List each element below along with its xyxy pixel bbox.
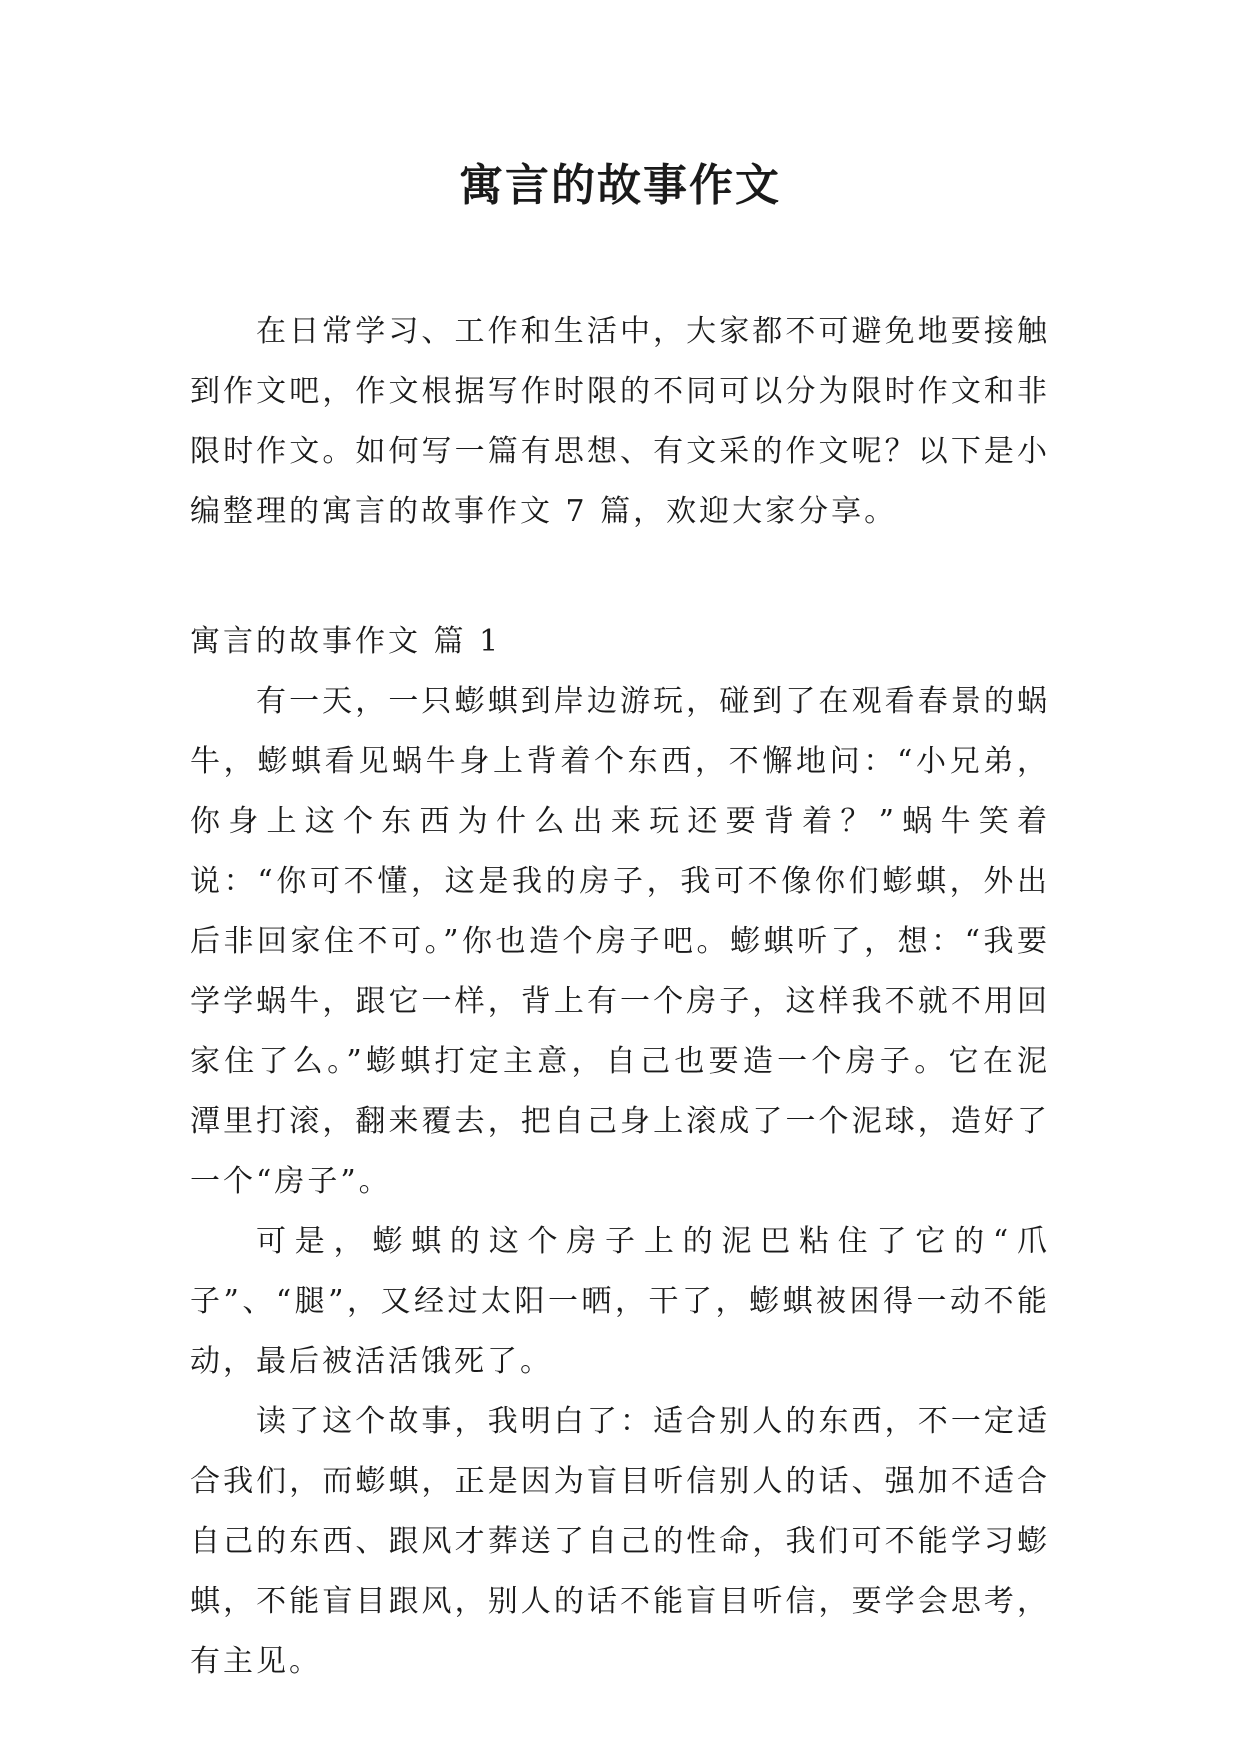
document-title: 寓言的故事作文 [459, 160, 781, 211]
story-paragraph-1: 有一天，一只蟛蜞到岸边游玩，碰到了在观看春景的蜗牛，蟛蜞看见蜗牛身上背着个东西，不懈地问：“小兄弟，你身上这个东西为什么出来玩还要背着？”蜗牛笑着说：“你可不懂，这是我的房子，我可不像你们蟛蜞，外出后非回家住不可。”你也造个房子吧。蟛蜞听了，想：“我要学学蜗牛，跟它一样，背上有一个房子，这样我不就不用回家住了么。”蟛蜞打定主意，自己也要造一个房子。它在泥潭里打滚，翻来覆去，把自己身上滚成了一个泥球，造好了一个“房子”。 [190, 684, 1050, 1199]
section-1 [190, 612, 1050, 1692]
document-page [190, 150, 1050, 1692]
intro-paragraph: 在日常学习、工作和生活中，大家都不可避免地要接触到作文吧，作文根据写作时限的不同可以分为限时作文和非限时作文。如何写一篇有思想、有文采的作文呢？以下是小编整理的寓言的故事作文 7 篇，欢迎大家分享。 [190, 314, 1050, 529]
section-heading: 寓言的故事作文 篇 1 [190, 624, 502, 659]
story-paragraph-3: 读了这个故事，我明白了：适合别人的东西，不一定适合我们，而蟛蜞，正是因为盲目听信别人的话、强加不适合自己的东西、跟风才葬送了自己的性命，我们可不能学习蟛蜞，不能盲目跟风，别人的话不能盲目听信，要学会思考，有主见。 [190, 1404, 1050, 1679]
story-paragraph-2: 可是，蟛蜞的这个房子上的泥巴粘住了它的“爪子”、“腿”，又经过太阳一晒，干了，蟛蜞被困得一动不能动，最后被活活饿死了。 [190, 1224, 1050, 1379]
